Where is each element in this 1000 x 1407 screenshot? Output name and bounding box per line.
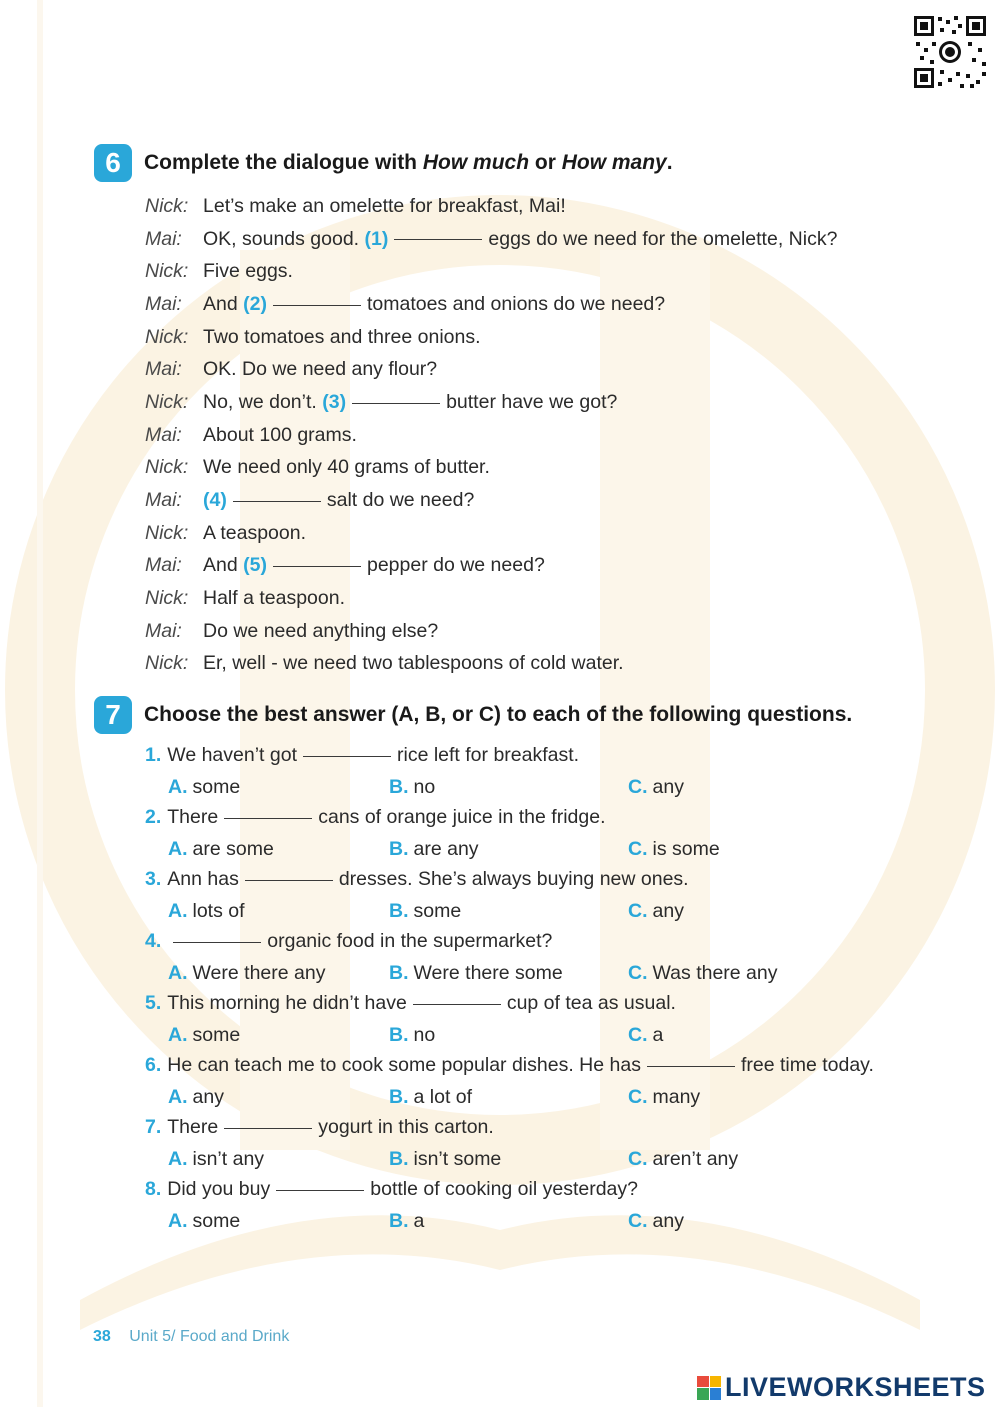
line-text: Five eggs. [203, 260, 293, 283]
question-number: 6. [145, 1054, 162, 1076]
option-c[interactable] [628, 776, 684, 799]
option-text: any [652, 1210, 684, 1232]
option-letter: B. [389, 1210, 409, 1232]
answer-blank[interactable] [303, 755, 391, 757]
line-text: OK, sounds good. [203, 227, 365, 250]
question-text: organic food in the supermarket? [267, 930, 553, 952]
blank-number: (1) [364, 227, 389, 250]
blank-number: (5) [243, 554, 267, 577]
question-text: Ann has [167, 868, 239, 890]
question-text: There [167, 806, 219, 828]
option-text: Were there some [413, 962, 563, 984]
option-letter: C. [628, 838, 648, 860]
dialogue-line [145, 550, 837, 583]
dialogue-line [145, 255, 837, 288]
qr-code-icon[interactable] [912, 14, 988, 90]
option-letter: A. [168, 1148, 188, 1170]
question-stem [145, 1050, 945, 1081]
option-c[interactable] [628, 1148, 738, 1171]
option-a[interactable] [168, 900, 245, 923]
answer-blank[interactable] [224, 817, 312, 819]
line-text: A teaspoon. [203, 521, 307, 544]
option-c[interactable] [628, 838, 720, 861]
option-c[interactable] [628, 1024, 663, 1047]
option-text: a lot of [413, 1086, 473, 1108]
option-letter: B. [389, 776, 409, 798]
option-letter: B. [389, 1086, 409, 1108]
speaker-name: Nick: [145, 194, 189, 217]
blank-number: (4) [203, 489, 227, 512]
option-a[interactable] [168, 1086, 224, 1109]
dialogue-text [203, 293, 665, 316]
answer-options [145, 1019, 945, 1050]
option-letter: A. [168, 962, 188, 984]
answer-blank[interactable] [413, 1003, 501, 1005]
answer-options [145, 771, 945, 802]
option-letter: B. [389, 838, 409, 860]
option-b[interactable] [389, 1210, 424, 1233]
question-stem [145, 1112, 945, 1143]
option-text: any [192, 1086, 224, 1108]
option-text: are any [413, 838, 479, 860]
page-number: 38 [93, 1328, 111, 1345]
brand-text: LIVEWORKSHEETS [725, 1372, 986, 1402]
option-b[interactable] [389, 900, 461, 923]
option-a[interactable] [168, 1210, 240, 1233]
option-text: isn’t some [413, 1148, 502, 1170]
page-footer [93, 1328, 289, 1346]
exercise-number-badge: 7 [94, 696, 132, 734]
question-text: bottle of cooking oil yesterday? [370, 1178, 638, 1200]
option-letter: C. [628, 900, 648, 922]
option-c[interactable] [628, 1210, 684, 1233]
speaker-name: Mai: [145, 227, 182, 250]
line-text: No, we don’t. [203, 390, 323, 413]
speaker-name: Nick: [145, 587, 189, 610]
answer-options [145, 1081, 945, 1112]
option-a[interactable] [168, 962, 325, 985]
question-stem [145, 1174, 945, 1205]
dialogue-line [145, 419, 837, 452]
exercise-number-badge: 6 [94, 144, 132, 182]
option-letter: C. [628, 1148, 648, 1170]
question-text: We haven’t got [167, 744, 297, 766]
option-text: no [413, 1024, 436, 1046]
speaker-name: Nick: [145, 325, 189, 348]
line-text: And [203, 554, 244, 577]
dialogue-text [203, 587, 345, 610]
option-text: a [652, 1024, 664, 1046]
dialogue-line [145, 615, 837, 648]
option-text: some [192, 776, 241, 798]
line-text: Two tomatoes and three onions. [203, 325, 481, 348]
speaker-name: Mai: [145, 423, 182, 446]
line-text: butter have we got? [446, 390, 618, 413]
line-text: OK. Do we need any flour? [203, 358, 438, 381]
dialogue-line [145, 190, 837, 223]
line-text: salt do we need? [326, 489, 475, 512]
option-letter: C. [628, 1210, 648, 1232]
dialogue-text [203, 358, 437, 381]
question-number: 7. [145, 1116, 162, 1138]
dialogue-line [145, 386, 837, 419]
line-text: pepper do we need? [366, 554, 545, 577]
option-text: Was there any [652, 962, 778, 984]
exercise-7-title: Choose the best answer (A, B, or C) to each of the following questions. [144, 703, 853, 726]
line-text: And [203, 292, 244, 315]
line-text: Do we need anything else? [203, 619, 439, 642]
blank-number: (2) [243, 292, 267, 315]
dialogue-line [145, 288, 837, 321]
question-stem [145, 926, 945, 957]
question-number: 1. [145, 744, 162, 766]
option-text: any [652, 776, 684, 798]
speaker-name: Mai: [145, 619, 182, 642]
option-b[interactable] [389, 776, 435, 799]
option-text: some [413, 900, 462, 922]
option-b[interactable] [389, 962, 563, 985]
question-text: free time today. [740, 1054, 874, 1076]
answer-blank[interactable] [647, 1065, 735, 1067]
option-a[interactable] [168, 776, 240, 799]
dialogue-text [203, 620, 438, 643]
option-text: are some [192, 838, 274, 860]
option-letter: A. [168, 838, 188, 860]
option-letter: B. [389, 1148, 409, 1170]
option-text: any [652, 900, 684, 922]
dialogue-text [203, 424, 357, 447]
dialogue-text [203, 652, 624, 675]
answer-options [145, 1143, 945, 1174]
option-c[interactable] [628, 1086, 700, 1109]
question-number: 4. [145, 930, 162, 952]
answer-blank[interactable] [276, 1189, 364, 1191]
option-text: Were there any [192, 962, 326, 984]
speaker-name: Mai: [145, 292, 182, 315]
dialogue [145, 190, 837, 680]
question-list [145, 740, 945, 1236]
question-stem [145, 740, 945, 771]
option-b[interactable] [389, 1148, 501, 1171]
answer-options [145, 1205, 945, 1236]
answer-options [145, 833, 945, 864]
dialogue-text [203, 489, 474, 512]
dialogue-line [145, 517, 837, 550]
dialogue-text [203, 228, 837, 251]
dialogue-line [145, 452, 837, 485]
dialogue-line [145, 648, 837, 681]
option-text: aren’t any [652, 1148, 739, 1170]
question-text: This morning he didn’t have [167, 992, 407, 1014]
question-text: He can teach me to cook some popular dishes. He has [167, 1054, 641, 1076]
option-text: some [192, 1210, 241, 1232]
option-letter: B. [389, 900, 409, 922]
answer-blank[interactable] [245, 879, 333, 881]
question-text: There [167, 1116, 219, 1138]
dialogue-line [145, 582, 837, 615]
option-letter: C. [628, 1024, 648, 1046]
dialogue-line [145, 223, 837, 256]
line-text: Er, well - we need two tablespoons of cold water. [203, 652, 624, 675]
option-letter: A. [168, 1086, 188, 1108]
line-text: Half a teaspoon. [203, 587, 346, 610]
option-b[interactable] [389, 1024, 435, 1047]
question-stem [145, 802, 945, 833]
option-text: is some [652, 838, 720, 860]
option-c[interactable] [628, 900, 684, 923]
answer-blank[interactable] [233, 500, 321, 502]
option-letter: C. [628, 1086, 648, 1108]
option-letter: C. [628, 776, 648, 798]
question-text: rice left for breakfast. [397, 744, 580, 766]
dialogue-line [145, 321, 837, 354]
option-a[interactable] [168, 1148, 264, 1171]
line-text: tomatoes and onions do we need? [366, 292, 666, 315]
option-letter: C. [628, 962, 648, 984]
dialogue-line [145, 353, 837, 386]
option-b[interactable] [389, 838, 479, 861]
question-number: 3. [145, 868, 162, 890]
option-a[interactable] [168, 838, 274, 861]
question-number: 5. [145, 992, 162, 1014]
dialogue-text [203, 260, 293, 283]
speaker-name: Mai: [145, 358, 182, 381]
answer-options [145, 895, 945, 926]
question-text: dresses. She’s always buying new ones. [338, 868, 689, 890]
line-text: eggs do we need for the omelette, Nick? [488, 227, 838, 250]
question-text: yogurt in this carton. [318, 1116, 494, 1138]
speaker-name: Mai: [145, 554, 182, 577]
option-letter: B. [389, 1024, 409, 1046]
option-text: isn’t any [192, 1148, 265, 1170]
question-text: cans of orange juice in the fridge. [318, 806, 606, 828]
speaker-name: Nick: [145, 652, 189, 675]
option-letter: A. [168, 1210, 188, 1232]
exercise-6-header [94, 144, 673, 182]
unit-title: Unit 5/ Food and Drink [129, 1328, 290, 1345]
answer-blank[interactable] [352, 402, 440, 404]
question-text: cup of tea as usual. [506, 992, 676, 1014]
exercise-6-title: Complete the dialogue with How much or How many. [144, 151, 673, 174]
question-number: 8. [145, 1178, 162, 1200]
answer-options [145, 957, 945, 988]
option-c[interactable] [628, 962, 778, 985]
liveworksheets-brand[interactable] [697, 1372, 986, 1403]
option-letter: A. [168, 776, 188, 798]
speaker-name: Nick: [145, 390, 189, 413]
line-text: Let’s make an omelette for breakfast, Mai! [203, 194, 566, 217]
option-text: many [652, 1086, 701, 1108]
option-letter: A. [168, 1024, 188, 1046]
option-text: lots of [192, 900, 245, 922]
answer-blank[interactable] [224, 1127, 312, 1129]
question-stem [145, 864, 945, 895]
speaker-name: Mai: [145, 489, 182, 512]
line-text: About 100 grams. [203, 423, 357, 446]
blank-number: (3) [322, 390, 347, 413]
speaker-name: Nick: [145, 456, 189, 479]
option-text: no [413, 776, 436, 798]
liveworksheets-logo-icon [697, 1376, 721, 1400]
answer-blank[interactable] [273, 565, 361, 567]
question-stem [145, 988, 945, 1019]
dialogue-text [203, 326, 481, 349]
option-letter: A. [168, 900, 188, 922]
exercise-7-header [94, 696, 852, 734]
speaker-name: Nick: [145, 521, 189, 544]
question-number: 2. [145, 806, 162, 828]
dialogue-text [203, 456, 490, 479]
option-b[interactable] [389, 1086, 472, 1109]
answer-blank[interactable] [394, 238, 482, 240]
option-text: some [192, 1024, 241, 1046]
speaker-name: Nick: [145, 260, 189, 283]
dialogue-text [203, 522, 306, 545]
answer-blank[interactable] [273, 304, 361, 306]
option-a[interactable] [168, 1024, 240, 1047]
dialogue-text [203, 391, 617, 414]
question-text: Did you buy [167, 1178, 271, 1200]
option-text: a [413, 1210, 425, 1232]
dialogue-text [203, 554, 545, 577]
option-letter: B. [389, 962, 409, 984]
dialogue-line [145, 484, 837, 517]
line-text: We need only 40 grams of butter. [203, 456, 490, 479]
dialogue-text [203, 195, 566, 218]
answer-blank[interactable] [173, 941, 261, 943]
